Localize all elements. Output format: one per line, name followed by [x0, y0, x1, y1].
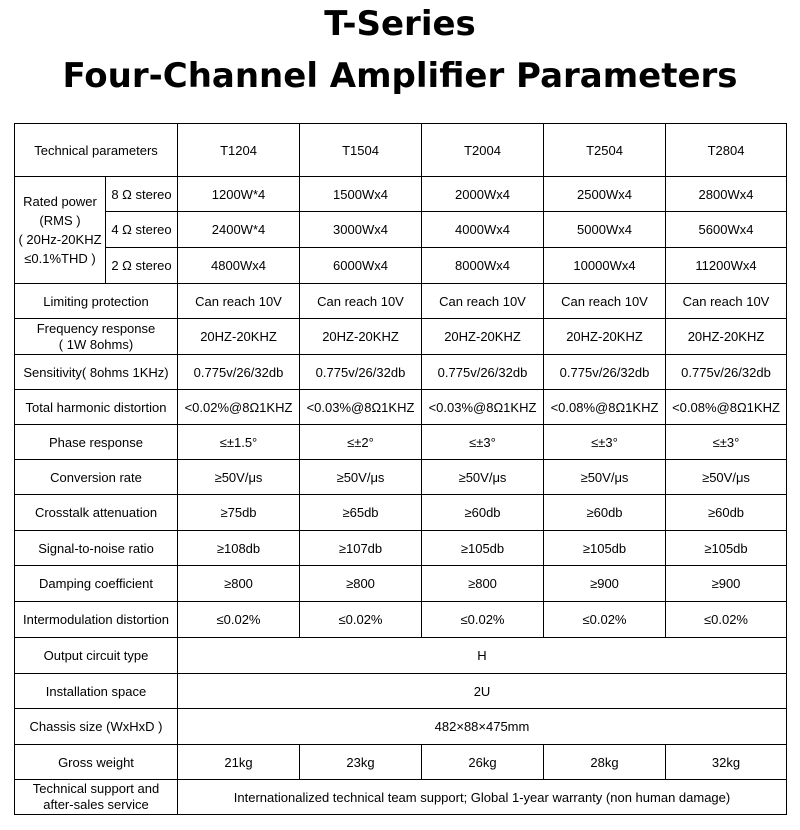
rated-power-value: 3000Wx4: [300, 212, 422, 248]
parameter-label: Installation space: [15, 674, 178, 709]
parameter-label: Damping coefficient: [15, 566, 178, 602]
parameter-label: Intermodulation distortion: [15, 602, 178, 638]
parameter-value: ≥50V/μs: [422, 460, 544, 495]
parameter-value: ≥60db: [422, 495, 544, 531]
rated-power-value: 1200W*4: [178, 177, 300, 212]
parameter-value: ≥105db: [422, 531, 544, 566]
parameter-value: 0.775v/26/32db: [178, 355, 300, 390]
parameter-value: ≤0.02%: [544, 602, 666, 638]
rated-power-value: 2400W*4: [178, 212, 300, 248]
rated-power-value: 6000Wx4: [300, 248, 422, 284]
rated-power-load: 4 Ω stereo: [106, 212, 178, 248]
rated-power-value: 11200Wx4: [666, 248, 787, 284]
table-row: [15, 566, 787, 602]
rated-power-value: 4800Wx4: [178, 248, 300, 284]
table-row: [15, 602, 787, 638]
parameter-value: ≤±2°: [300, 425, 422, 460]
parameter-value: ≥800: [178, 566, 300, 602]
parameter-value: 32kg: [666, 745, 787, 780]
parameter-value: ≥50V/μs: [544, 460, 666, 495]
parameter-value: Can reach 10V: [666, 284, 787, 319]
rated-power-value: 10000Wx4: [544, 248, 666, 284]
parameter-value: 28kg: [544, 745, 666, 780]
rated-power-value: 2000Wx4: [422, 177, 544, 212]
rated-power-value: 5000Wx4: [544, 212, 666, 248]
parameter-value: 21kg: [178, 745, 300, 780]
rated-power-value: 1500Wx4: [300, 177, 422, 212]
table-row: [15, 319, 787, 355]
parameter-label: Sensitivity( 8ohms 1KHz): [15, 355, 178, 390]
table-row: [15, 531, 787, 566]
rated-power-value: 5600Wx4: [666, 212, 787, 248]
parameter-value: 20HZ-20KHZ: [300, 319, 422, 355]
rated-power-load: 2 Ω stereo: [106, 248, 178, 284]
parameter-value: ≤0.02%: [300, 602, 422, 638]
model-header-t2804: T2804: [666, 124, 787, 177]
parameter-value: 20HZ-20KHZ: [422, 319, 544, 355]
parameter-value: Can reach 10V: [422, 284, 544, 319]
parameter-label: Gross weight: [15, 745, 178, 780]
table-row: [15, 638, 787, 674]
parameter-value: <0.08%@8Ω1KHZ: [544, 390, 666, 425]
table-row: [15, 495, 787, 531]
header-parameters-label: Technical parameters: [15, 124, 178, 177]
rated-power-value: 2500Wx4: [544, 177, 666, 212]
parameter-value: ≥60db: [666, 495, 787, 531]
rated-power-value: 8000Wx4: [422, 248, 544, 284]
table-row: [15, 124, 787, 177]
table-row: [15, 674, 787, 709]
parameter-label: Crosstalk attenuation: [15, 495, 178, 531]
parameter-value: <0.03%@8Ω1KHZ: [422, 390, 544, 425]
parameter-value-span: Internationalized technical team support; Global 1-year warranty (non human damage): [178, 780, 787, 815]
parameter-label: Technical support and after-sales service: [15, 780, 178, 815]
parameter-value: ≥108db: [178, 531, 300, 566]
parameter-value: Can reach 10V: [178, 284, 300, 319]
parameter-value: ≥65db: [300, 495, 422, 531]
parameter-value-span: 2U: [178, 674, 787, 709]
table-row: [15, 425, 787, 460]
parameter-value: 26kg: [422, 745, 544, 780]
parameter-value: ≥50V/μs: [178, 460, 300, 495]
rated-power-label: Rated power (RMS ) ( 20Hz-20KHZ ≤0.1%THD ): [15, 177, 106, 284]
parameter-value: <0.03%@8Ω1KHZ: [300, 390, 422, 425]
parameter-value: 0.775v/26/32db: [544, 355, 666, 390]
parameter-value: ≤±1.5°: [178, 425, 300, 460]
parameter-label: Phase response: [15, 425, 178, 460]
parameter-value: ≥800: [300, 566, 422, 602]
parameter-label: Output circuit type: [15, 638, 178, 674]
parameter-value: ≥105db: [544, 531, 666, 566]
model-header-t1204: T1204: [178, 124, 300, 177]
parameter-value: 20HZ-20KHZ: [178, 319, 300, 355]
parameter-value: ≥105db: [666, 531, 787, 566]
parameter-value: 0.775v/26/32db: [666, 355, 787, 390]
parameter-value: <0.02%@8Ω1KHZ: [178, 390, 300, 425]
model-header-t2504: T2504: [544, 124, 666, 177]
rated-power-value: 4000Wx4: [422, 212, 544, 248]
parameter-value: ≥50V/μs: [666, 460, 787, 495]
rated-power-value: 2800Wx4: [666, 177, 787, 212]
table-row: [15, 780, 787, 815]
model-header-t2004: T2004: [422, 124, 544, 177]
table-row: [15, 745, 787, 780]
page-title: T-Series: [324, 4, 476, 44]
parameter-value: ≤0.02%: [178, 602, 300, 638]
parameter-value: ≥50V/μs: [300, 460, 422, 495]
parameter-value: ≤0.02%: [422, 602, 544, 638]
parameter-label: Frequency response ( 1W 8ohms): [15, 319, 178, 355]
model-header-t1504: T1504: [300, 124, 422, 177]
table-row: [15, 709, 787, 745]
parameter-value: ≤±3°: [544, 425, 666, 460]
parameter-value: ≥107db: [300, 531, 422, 566]
parameter-value: ≥60db: [544, 495, 666, 531]
parameter-label: Chassis size (WxHxD ): [15, 709, 178, 745]
parameter-value: ≤±3°: [422, 425, 544, 460]
table-row: [15, 284, 787, 319]
parameter-value-span: 482×88×475mm: [178, 709, 787, 745]
table-row: [15, 355, 787, 390]
parameter-value: 23kg: [300, 745, 422, 780]
parameters-table: [14, 123, 787, 815]
rated-power-load: 8 Ω stereo: [106, 177, 178, 212]
parameter-label: Signal-to-noise ratio: [15, 531, 178, 566]
parameter-value: <0.08%@8Ω1KHZ: [666, 390, 787, 425]
parameter-value: ≤±3°: [666, 425, 787, 460]
parameter-value-span: H: [178, 638, 787, 674]
table-row: [15, 177, 787, 212]
table-row: [15, 460, 787, 495]
parameter-value: ≥900: [666, 566, 787, 602]
table-row: [15, 248, 787, 284]
parameter-value: ≤0.02%: [666, 602, 787, 638]
parameter-value: Can reach 10V: [300, 284, 422, 319]
parameter-label: Limiting protection: [15, 284, 178, 319]
table-row: [15, 212, 787, 248]
parameter-value: ≥75db: [178, 495, 300, 531]
page-subtitle: Four-Channel Amplifier Parameters: [62, 56, 738, 96]
parameter-value: 0.775v/26/32db: [422, 355, 544, 390]
parameter-value: Can reach 10V: [544, 284, 666, 319]
parameter-value: 0.775v/26/32db: [300, 355, 422, 390]
parameter-value: ≥800: [422, 566, 544, 602]
parameter-value: 20HZ-20KHZ: [666, 319, 787, 355]
parameter-label: Total harmonic distortion: [15, 390, 178, 425]
table-row: [15, 390, 787, 425]
parameter-value: ≥900: [544, 566, 666, 602]
parameter-label: Conversion rate: [15, 460, 178, 495]
parameter-value: 20HZ-20KHZ: [544, 319, 666, 355]
